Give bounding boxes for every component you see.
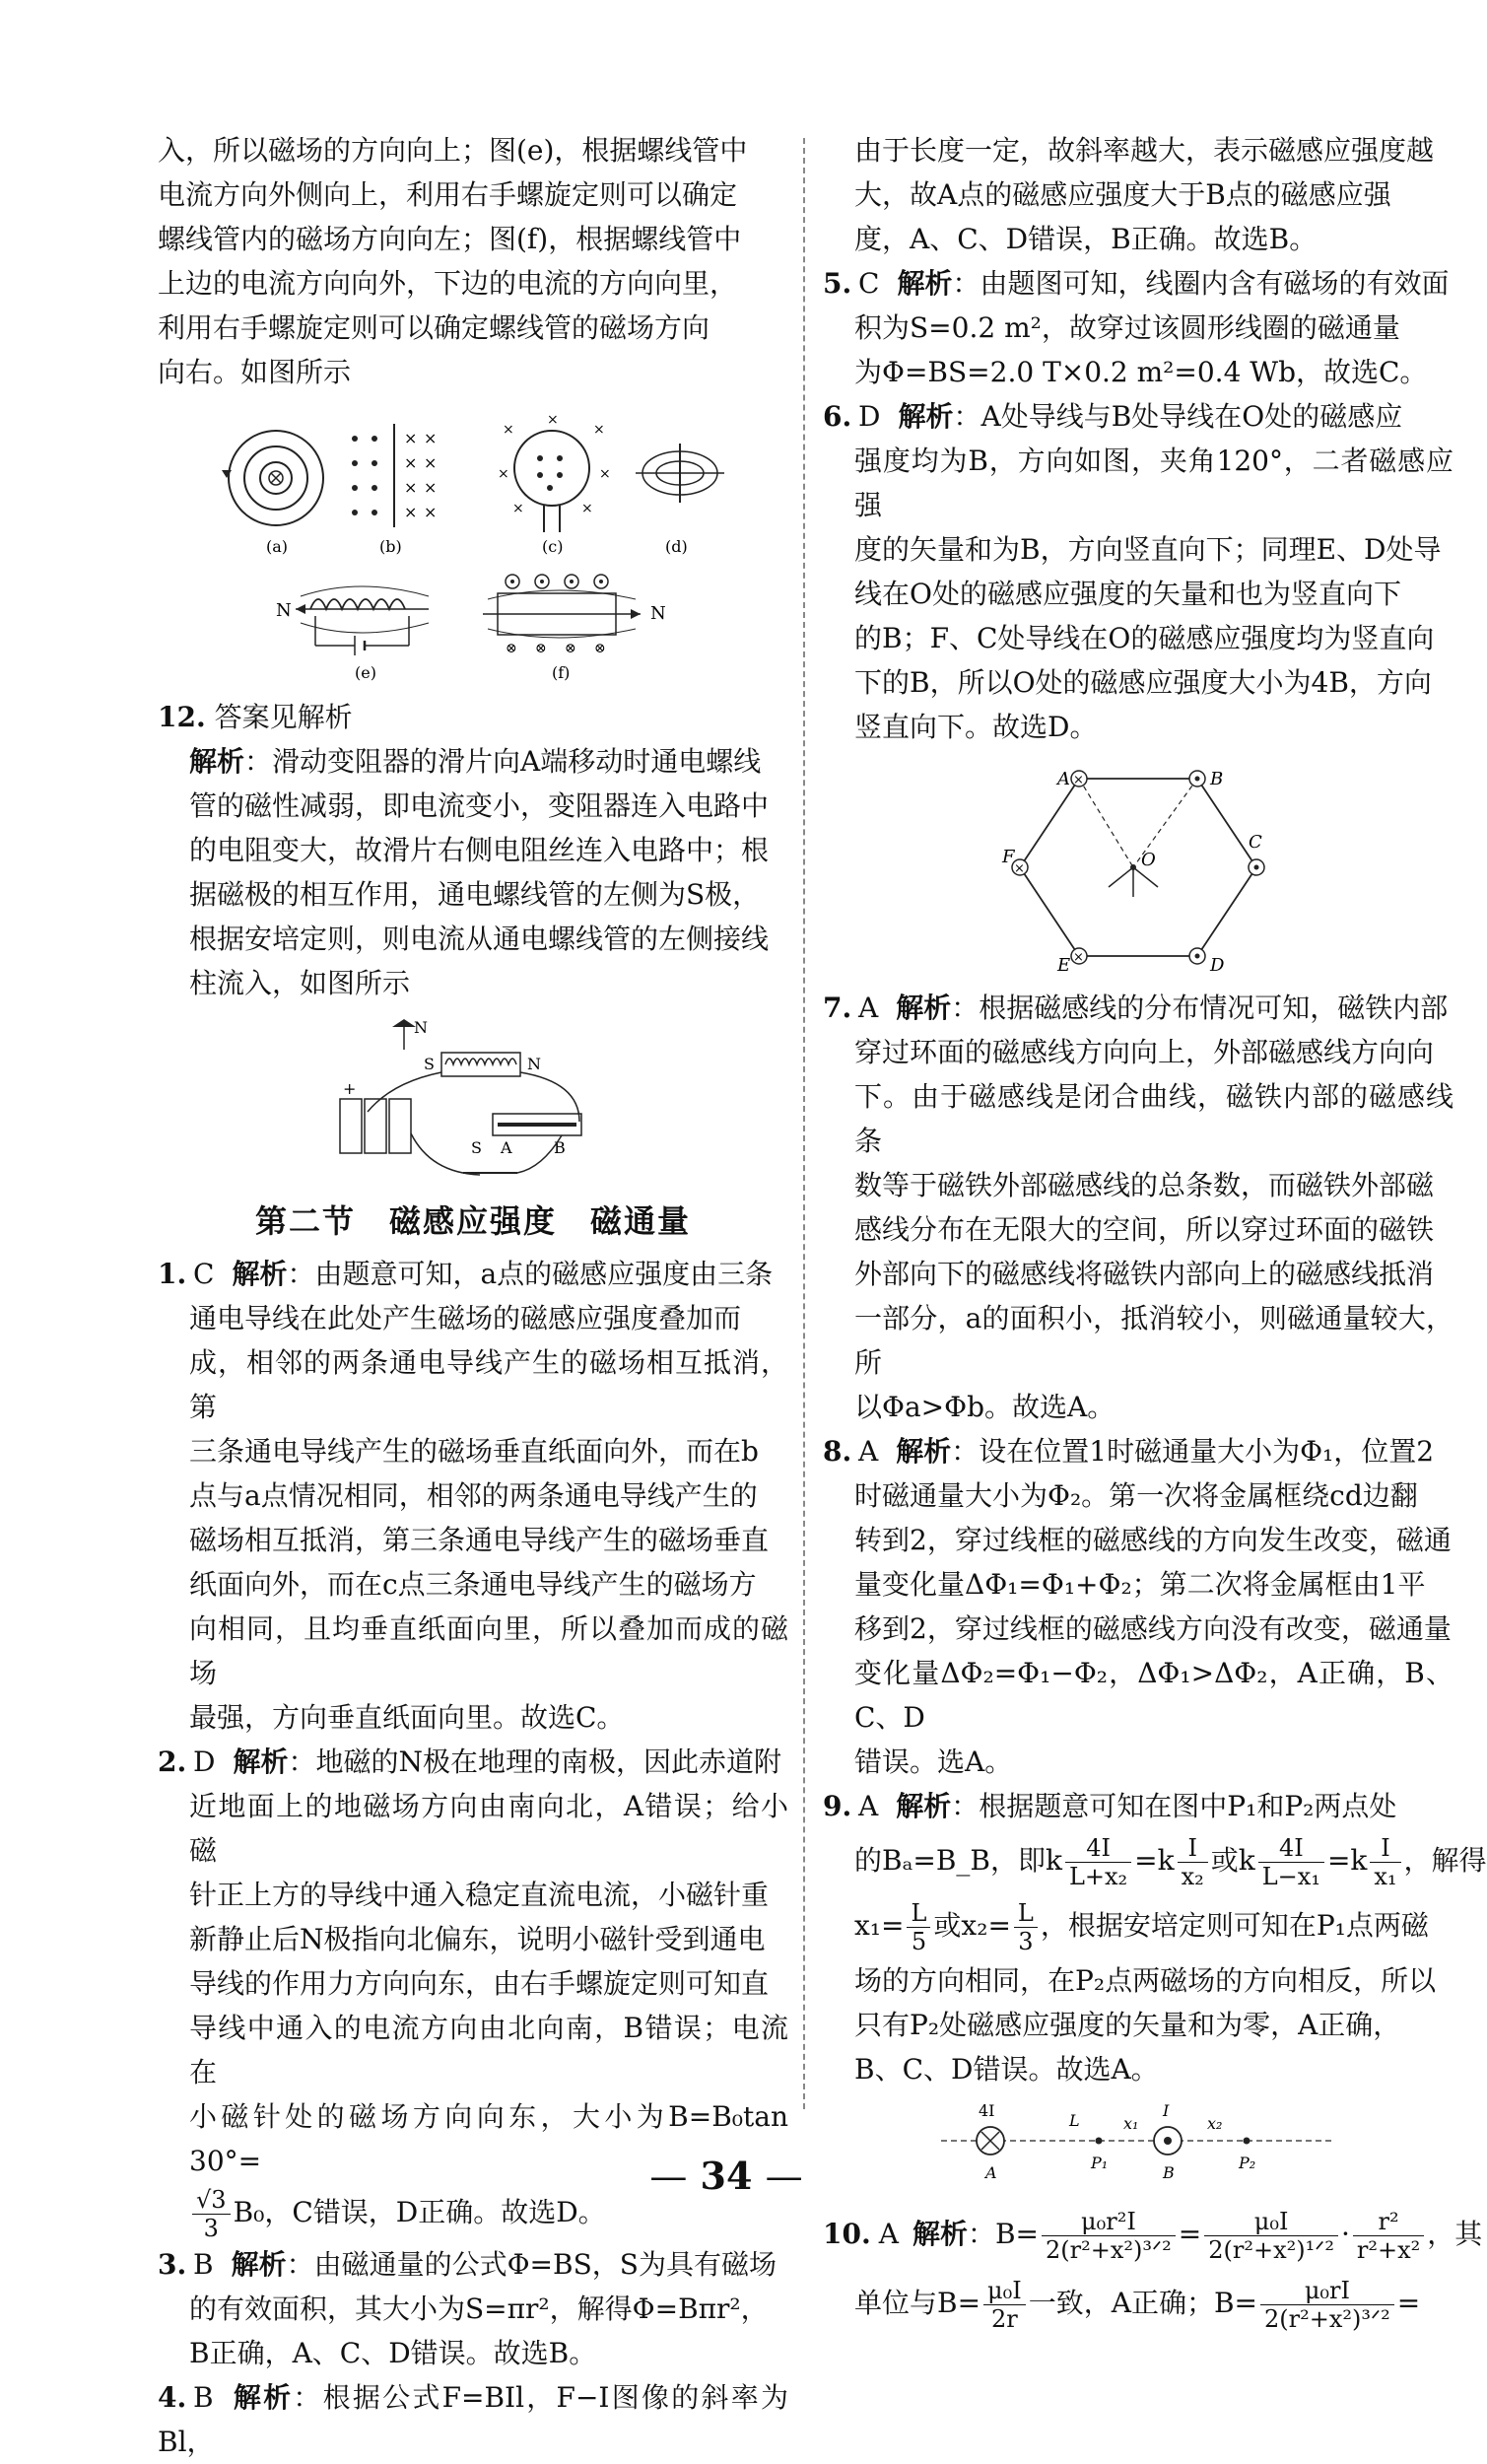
svg-text:×: × [512, 501, 524, 516]
fraction-numerator: μ₀rI [1260, 2277, 1394, 2305]
question-6 [823, 394, 1453, 749]
text-line: 移到2，穿过线框的磁感线方向没有改变，磁通量 [854, 1612, 1452, 1645]
figure-label-a: (a) [266, 537, 289, 556]
text-line: ：设在位置1时磁通量大小为Φ₁，位置2 [951, 1435, 1435, 1468]
fraction-denominator: r²+x² [1356, 2236, 1421, 2264]
question-number: 6. [823, 400, 852, 433]
svg-text:×: × [503, 422, 514, 438]
fraction [1370, 1834, 1400, 1890]
svg-text:×: × [404, 429, 418, 447]
current-4i-label: 4I [979, 2101, 995, 2120]
text-fragment: 或x₂= [933, 1909, 1011, 1942]
svg-text:×: × [424, 503, 438, 521]
text-line: 针正上方的导线中通入稳定直流电流，小磁针重 [189, 1879, 770, 1911]
compass-n-label: N [414, 1018, 428, 1037]
text-line: ：根据磁感线的分布情况可知，磁铁内部 [951, 992, 1449, 1024]
text-line: 量变化量ΔΦ₁=Φ₁+Φ₂；第二次将金属框由1平 [854, 1568, 1426, 1601]
fraction-denominator: 2(r²+x²)³ᐟ² [1046, 2236, 1172, 2264]
svg-text:×: × [1073, 950, 1084, 965]
fraction-denominator: 3 [203, 2215, 219, 2242]
svg-text:×: × [424, 453, 438, 472]
text-line: B、C、D错误。故选A。 [854, 2053, 1159, 2086]
text-line: 根据安培定则，则电流从通电螺线管的左侧接线 [189, 923, 770, 955]
question-8 [823, 1429, 1453, 1784]
point-b-label: B [1210, 769, 1224, 789]
question-12 [158, 695, 788, 1005]
answer-option: B [193, 2381, 214, 2414]
figure-b [352, 424, 437, 556]
text-line: 线在O处的磁感应强度的矢量和也为竖直向下 [854, 578, 1401, 610]
text-fragment: ，根据安培定则可知在P₁点两磁 [1040, 1909, 1429, 1942]
analysis-label: 解析 [896, 992, 952, 1024]
svg-text:⊗: ⊗ [594, 641, 606, 656]
text-line: 导线的作用力方向向东，由右手螺旋定则可知直 [189, 1967, 770, 2000]
analysis-label: 解析 [231, 2381, 294, 2414]
text-line: 的电阻变大，故滑片右侧电阻丝连入电路中；根 [189, 834, 770, 866]
text-fragment: ：B= [967, 2218, 1040, 2250]
fraction [1042, 2208, 1176, 2264]
battery-plus-label: + [343, 1079, 357, 1098]
question-number: 7. [823, 992, 852, 1024]
question-number: 10. [823, 2218, 871, 2250]
text-line: ：A处导线与B处导线在O处的磁感应 [953, 400, 1403, 433]
fraction-denominator: 5 [911, 1928, 927, 1955]
fraction [1260, 2277, 1394, 2333]
text-line: 柱流入，如图所示 [189, 967, 411, 999]
svg-text:×: × [404, 453, 418, 472]
text-fragment: 或k [1210, 1844, 1255, 1877]
answer-option: A [858, 1435, 879, 1468]
page-number [0, 2154, 1453, 2198]
text-fragment: ，解得 [1403, 1844, 1487, 1877]
text-line: 以Φa>Φb。故选A。 [854, 1391, 1115, 1423]
fraction [1258, 1834, 1324, 1890]
fraction-numerator: 4I [1065, 1834, 1131, 1863]
question-4 [158, 2375, 788, 2464]
text-line: 变化量ΔΦ₂=Φ₁−Φ₂，ΔΦ₁>ΔΦ₂，A正确，B、C、D [854, 1657, 1453, 1734]
figure-label-d: (d) [665, 537, 688, 556]
rheostat-a-label: A [501, 1138, 512, 1157]
fraction-numerator: μ₀r²I [1042, 2208, 1176, 2236]
solenoid-s-label: S [424, 1055, 435, 1073]
text-fragment: =k [1326, 1844, 1368, 1877]
svg-text:×: × [404, 478, 418, 497]
answer-option: D [858, 400, 881, 433]
point-p2-label: P₂ [1239, 2154, 1256, 2172]
fraction [1065, 1834, 1131, 1890]
question-number: 12. [158, 701, 206, 733]
fraction-denominator: x₂ [1181, 1863, 1204, 1890]
text-line: 外部向下的磁感线将磁铁内部向上的磁感线抵消 [854, 1258, 1435, 1290]
text-line: 据磁极的相互作用，通电螺线管的左侧为S极， [189, 878, 761, 911]
text-line: 导线中通入的电流方向由北向南，B错误；电流在 [189, 2012, 788, 2088]
text-fragment: =k [1134, 1844, 1175, 1877]
svg-text:×: × [404, 503, 418, 521]
text-line: ：根据公式F=BIl，F−I图像的斜率为Bl， [158, 2381, 788, 2458]
section-title: 第二节 磁感应强度 磁通量 [254, 1202, 691, 1240]
text-line: 向相同，且均垂直纸面向里，所以叠加而成的磁场 [189, 1612, 788, 1689]
text-line: 上边的电流方向向外，下边的电流的方向向里， [158, 267, 738, 300]
question-4-continued [823, 128, 1453, 261]
text-line: 的有效面积，其大小为S=πr²，解得Φ=Bπr²， [189, 2293, 769, 2325]
text-fragment: ，其 [1427, 2218, 1483, 2250]
fraction-numerator: r² [1353, 2208, 1424, 2236]
circuit-figure [325, 1015, 621, 1183]
question-7 [823, 986, 1453, 1429]
answer-option: A [858, 992, 879, 1024]
switch-label: S [471, 1138, 482, 1157]
text-fragment: 一致，A正确；B= [1028, 2287, 1258, 2319]
fraction-numerator: μ₀I [983, 2277, 1026, 2305]
fraction-numerator: √3 [192, 2186, 231, 2215]
text-line: 成，相邻的两条通电导线产生的磁场相互抵消，第 [189, 1346, 788, 1423]
text-line: 螺线管内的磁场方向向左；图(f)，根据螺线管中 [158, 223, 742, 255]
text-line: 为Φ=BS=2.0 T×0.2 m²=0.4 Wb，故选C。 [854, 356, 1428, 388]
fraction-denominator: 3 [1018, 1928, 1034, 1955]
text-line: 积为S=0.2 m²，故穿过该圆形线圈的磁通量 [854, 311, 1400, 344]
text-line: 电流方向外侧向上，利用右手螺旋定则可以确定 [158, 178, 738, 211]
answer-option: C [858, 267, 880, 300]
svg-text:×: × [1073, 773, 1084, 787]
answer-option: C [193, 1258, 215, 1290]
text-line: 点与a点情况相同，相邻的两条通电导线产生的 [189, 1479, 758, 1512]
text-line: 入，所以磁场的方向向上；图(e)，根据螺线管中 [158, 134, 748, 167]
text-fragment: = [1178, 2218, 1202, 2250]
text-fragment: 的Bₐ=B_B，即k [854, 1844, 1062, 1877]
text-line: B₀，C错误，D正确。故选D。 [233, 2196, 606, 2228]
rheostat-b-label: B [554, 1138, 566, 1157]
text-line: 大，故A点的磁感应强度大于B点的磁感应强 [854, 178, 1391, 211]
text-line: 一部分，a的面积小，抵消较小，则磁通量较大，所 [854, 1302, 1453, 1379]
text-line: 只有P₂处磁感应强度的矢量和为零，A正确， [854, 2009, 1401, 2041]
point-d-label: D [1210, 955, 1225, 976]
text-fragment: x₁= [854, 1909, 905, 1942]
text-fragment: = [1396, 2287, 1421, 2319]
fraction [983, 2277, 1026, 2333]
analysis-label: 解析 [189, 745, 245, 778]
fraction [1353, 2208, 1424, 2264]
right-column [823, 128, 1487, 2338]
svg-text:×: × [547, 412, 559, 428]
figure-f [483, 575, 666, 682]
column-divider [803, 138, 805, 2109]
page-dash-left: — [649, 2155, 688, 2198]
text-line: 磁场相互抵消，第三条通电导线产生的磁场垂直 [189, 1524, 770, 1556]
text-fragment: 单位与B= [854, 2287, 981, 2319]
point-p1-label: P₁ [1091, 2154, 1109, 2172]
fraction-denominator: x₁ [1374, 1863, 1397, 1890]
fraction-numerator: I [1370, 1834, 1400, 1863]
text-line: 错误。选A。 [854, 1745, 1013, 1778]
answer-option: B [193, 2248, 214, 2281]
answer-option: D [193, 1745, 216, 1778]
page-number-value: 34 [700, 2154, 753, 2198]
figure-label-b: (b) [379, 537, 402, 556]
text-line: 利用右手螺旋定则可以确定螺线管的磁场方向 [158, 311, 710, 344]
analysis-label: 解析 [912, 2218, 968, 2250]
analysis-label: 解析 [231, 2248, 287, 2281]
text-line: 管的磁性减弱，即电流变小，变阻器连入电路中 [189, 789, 770, 822]
fraction-denominator: L−x₁ [1261, 1863, 1320, 1890]
figure-label-e: (e) [355, 663, 376, 682]
figure-label-c: (c) [542, 537, 564, 556]
figure-a [222, 431, 323, 556]
hexagon-figure [1002, 759, 1266, 976]
text-line: ：滑动变阻器的滑片向A端移动时通电螺线 [244, 745, 762, 778]
point-o-label: O [1141, 850, 1156, 870]
analysis-label: 解析 [232, 1258, 288, 1290]
figure-d [636, 444, 724, 556]
analysis-label: 解析 [897, 267, 953, 300]
text-line: 转到2，穿过线框的磁感线的方向发生改变，磁通 [854, 1524, 1452, 1556]
point-c-label: C [1249, 832, 1262, 853]
text-line: 数等于磁铁外部磁感线的总条数，而磁铁外部磁 [854, 1169, 1435, 1201]
analysis-label: 解析 [896, 1790, 952, 1822]
pole-label-n: N [276, 600, 292, 621]
intro-paragraph [158, 128, 788, 394]
fraction-numerator: μ₀I [1204, 2208, 1338, 2236]
point-e-label: E [1057, 955, 1071, 976]
text-line: 由于长度一定，故斜率越大，表示磁感应强度越 [854, 134, 1435, 167]
text-line: 强度均为B，方向如图，夹角120°，二者磁感应强 [854, 445, 1453, 521]
answer-option: A [878, 2218, 899, 2250]
fraction [1178, 1834, 1208, 1890]
distance-x1-label: x₁ [1123, 2114, 1139, 2133]
text-line: 三条通电导线产生的磁场垂直纸面向外，而在b [189, 1435, 759, 1468]
svg-text:×: × [581, 501, 593, 516]
fraction [1204, 2208, 1338, 2264]
text-line: ：由磁通量的公式Φ=BS，S为具有磁场 [286, 2248, 777, 2281]
svg-text:×: × [593, 422, 605, 438]
text-fragment: · [1341, 2218, 1350, 2250]
question-number: 8. [823, 1435, 852, 1468]
wire-a-label: A [985, 2163, 997, 2182]
text-line: 向右。如图所示 [158, 356, 352, 388]
figure-e [276, 586, 429, 682]
fraction-numerator: 4I [1258, 1834, 1324, 1863]
svg-text:×: × [424, 429, 438, 447]
text-line: 下。由于磁感线是闭合曲线，磁铁内部的磁感线条 [854, 1080, 1453, 1157]
left-column [158, 128, 788, 2464]
svg-text:×: × [1014, 861, 1025, 876]
question-number: 9. [823, 1790, 852, 1822]
magnetic-field-figure [217, 404, 729, 685]
point-a-label: A [1057, 769, 1070, 789]
pole-label-n: N [650, 603, 666, 624]
text-line: 近地面上的地磁场方向由南向北，A错误；给小磁 [189, 1790, 788, 1867]
text-line: ：由题意可知，a点的磁感应强度由三条 [287, 1258, 774, 1290]
fraction [1014, 1899, 1038, 1955]
fraction-denominator: 2(r²+x²)¹ᐟ² [1208, 2236, 1335, 2264]
text-line: 穿过环面的磁感线方向向上，外部磁感线方向向 [854, 1036, 1435, 1068]
text-line: 新静止后N极指向北偏东，说明小磁针受到通电 [189, 1923, 766, 1955]
text-line: 度的矢量和为B，方向竖直向下；同理E、D处导 [854, 533, 1442, 566]
fraction-denominator: 2(r²+x²)³ᐟ² [1264, 2305, 1390, 2333]
svg-text:×: × [424, 478, 438, 497]
solenoid-n-label: N [527, 1055, 541, 1073]
question-5 [823, 261, 1453, 394]
text-line: ：由题图可知，线圈内含有磁场的有效面 [952, 267, 1450, 300]
text-line: 下的B，所以O处的磁感应强度大小为4B，方向 [854, 666, 1432, 699]
fraction-numerator: I [1178, 1834, 1208, 1863]
svg-text:⊗: ⊗ [565, 641, 576, 656]
text-line: 纸面向外，而在c点三条通电导线产生的磁场方 [189, 1568, 757, 1601]
text-line: 场的方向相同，在P₂点两磁场的方向相反，所以 [854, 1964, 1437, 1997]
figure-c [498, 412, 611, 556]
svg-text:⊗: ⊗ [506, 641, 517, 656]
question-1 [158, 1252, 788, 1740]
text-line: ：地磁的N极在地理的南极，因此赤道附 [288, 1745, 781, 1778]
text-line: ：根据题意可知在图中P₁和P₂两点处 [951, 1790, 1397, 1822]
page-dash-right: — [765, 2155, 803, 2198]
question-number: 3. [158, 2248, 187, 2281]
text-line: 竖直向下。故选D。 [854, 711, 1098, 743]
text-line: 度，A、C、D错误，B正确。故选B。 [854, 223, 1318, 255]
question-number: 5. [823, 267, 852, 300]
distance-l-label: L [1069, 2111, 1080, 2130]
fraction-denominator: 2r [991, 2305, 1018, 2333]
text-line: 感线分布在无限大的空间，所以穿过环面的磁铁 [854, 1213, 1435, 1246]
fraction-numerator: L [907, 1899, 930, 1928]
answer-text: 答案见解析 [214, 701, 353, 733]
question-number: 4. [158, 2381, 187, 2414]
answer-option: A [858, 1790, 879, 1822]
fraction [907, 1899, 930, 1955]
text-line: 的B；F、C处导线在O的磁感应强度均为竖直向 [854, 622, 1435, 654]
figure-label-f: (f) [552, 663, 571, 682]
question-number: 2. [158, 1745, 187, 1778]
text-line: 最强，方向垂直纸面向里。故选C。 [189, 1701, 625, 1734]
point-f-label: F [1002, 847, 1015, 867]
text-line: 小磁针处的磁场方向向东，大小为B=B₀tan 30°= [189, 2100, 788, 2177]
question-number: 1. [158, 1258, 187, 1290]
text-line: 时磁通量大小为Φ₂。第一次将金属框绕cd边翻 [854, 1479, 1418, 1512]
svg-text:×: × [599, 466, 611, 482]
fraction-denominator: L+x₂ [1068, 1863, 1128, 1890]
current-i-label: I [1163, 2101, 1170, 2120]
question-10 [823, 2200, 1483, 2338]
analysis-label: 解析 [896, 1435, 952, 1468]
fraction-numerator: L [1014, 1899, 1038, 1928]
question-9 [823, 1784, 1487, 2091]
svg-text:⊗: ⊗ [535, 641, 547, 656]
wire-b-label: B [1163, 2163, 1175, 2182]
analysis-label: 解析 [233, 1745, 289, 1778]
question-3 [158, 2242, 788, 2375]
text-line: B正确，A、C、D错误。故选B。 [189, 2337, 597, 2369]
text-line: 通电导线在此处产生磁场的磁感应强度叠加而 [189, 1302, 742, 1335]
svg-text:×: × [498, 466, 509, 482]
distance-x2-label: x₂ [1207, 2114, 1223, 2133]
analysis-label: 解析 [898, 400, 954, 433]
